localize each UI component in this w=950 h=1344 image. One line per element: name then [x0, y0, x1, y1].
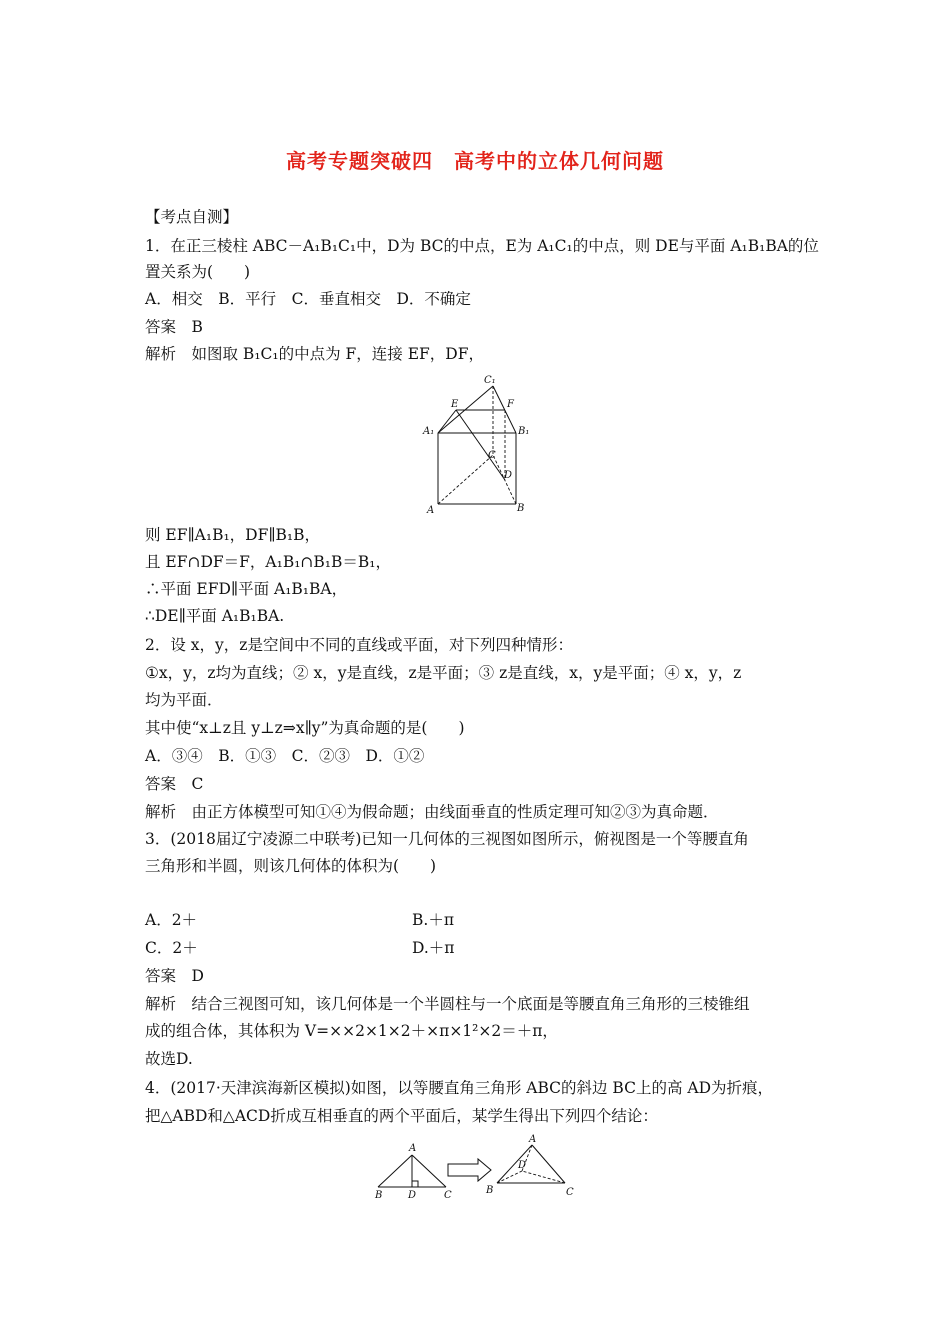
q3-option-a: A．2＋ [145, 911, 198, 929]
q3-option-d: D.＋π [412, 939, 455, 957]
label-c-left: C [444, 1190, 452, 1201]
q3-analysis1: 解析 结合三视图可知，该几何体是一个半圆柱与一个底面是等腰直角三角形的三棱锥组 [145, 995, 750, 1013]
q2-line2: ①x，y，z均为直线；② x，y是直线，z是平面；③ z是直线，x，y是平面；④ x，y，z [145, 664, 742, 682]
q4-line1: 4．(2017·天津滨海新区模拟)如图，以等腰直角三角形 ABC的斜边 BC上的高 AD为折痕， [145, 1079, 774, 1097]
q2-line3: 均为平面． [145, 691, 223, 709]
label-c1: C₁ [484, 375, 496, 386]
q3-analysis2: 成的组合体，其体积为 V=××2×1×2＋×π×1²×2＝＋π， [145, 1022, 558, 1040]
q1-options: A．相交 B．平行 C．垂直相交 D．不确定 [145, 290, 471, 308]
label-a1: A₁ [423, 426, 435, 437]
label-d: D [504, 470, 513, 481]
label-a-left: A [409, 1143, 417, 1154]
q4-line2: 把△ABD和△ACD折成互相垂直的两个平面后，某学生得出下列四个结论： [145, 1107, 658, 1125]
q3-option-c: C．2＋ [145, 939, 198, 957]
q1-answer: 答案 B [145, 318, 203, 336]
label-b-left: B [375, 1190, 383, 1201]
label-c: C [488, 450, 496, 461]
label-b: B [517, 503, 525, 514]
q2-line4: 其中使“x⊥z且 y⊥z⇒x∥y”为真命题的是( ) [145, 719, 465, 737]
q1-after4: ∴DE∥平面 A₁B₁BA. [145, 607, 285, 625]
q1-after1: 则 EF∥A₁B₁，DF∥B₁B， [145, 526, 321, 544]
q3-answer: 答案 D [145, 967, 204, 985]
q1-analysis: 解析 如图取 B₁C₁的中点为 F，连接 EF，DF， [145, 345, 484, 363]
q1-after2: 且 EF∩DF＝F，A₁B₁∩B₁B＝B₁， [145, 553, 392, 571]
fold-figure [370, 1133, 585, 1205]
q3-line2: 三角形和半圆，则该几何体的体积为( ) [145, 857, 437, 875]
q1-line1: 1．在正三棱柱 ABC－A₁B₁C₁中，D为 BC的中点，E为 A₁C₁的中点，则 DE与平面 A₁B₁BA的位 [145, 237, 819, 255]
q2-options: A．③④ B．①③ C．②③ D．①② [145, 747, 425, 765]
label-a: A [427, 505, 435, 516]
label-c-right: C [566, 1187, 574, 1198]
q1-after3: ∴平面 EFD∥平面 A₁B₁BA， [145, 580, 348, 598]
prism-figure [415, 370, 535, 520]
page-title: 高考专题突破四 高考中的立体几何问题 [286, 149, 664, 173]
q2-answer: 答案 C [145, 775, 204, 793]
section-heading: 【考点自测】 [145, 208, 239, 226]
label-b-right: B [486, 1185, 494, 1196]
label-d-right: D [518, 1160, 527, 1171]
label-d-left: D [408, 1190, 417, 1201]
label-a-right: A [529, 1134, 537, 1145]
label-f: F [507, 399, 514, 410]
q1-line2: 置关系为( ) [145, 263, 251, 281]
q2-line1: 2．设 x，y，z是空间中不同的直线或平面，对下列四种情形： [145, 636, 573, 654]
label-e: E [451, 399, 459, 410]
q3-analysis3: 故选D. [145, 1050, 193, 1068]
q3-option-b: B.＋π [412, 911, 455, 929]
label-b1: B₁ [518, 426, 530, 437]
q2-analysis: 解析 由正方体模型可知①④为假命题；由线面垂直的性质定理可知②③为真命题． [145, 803, 719, 821]
q3-line1: 3．(2018届辽宁凌源二中联考)已知一几何体的三视图如图所示，俯视图是一个等腰直角 [145, 830, 749, 848]
